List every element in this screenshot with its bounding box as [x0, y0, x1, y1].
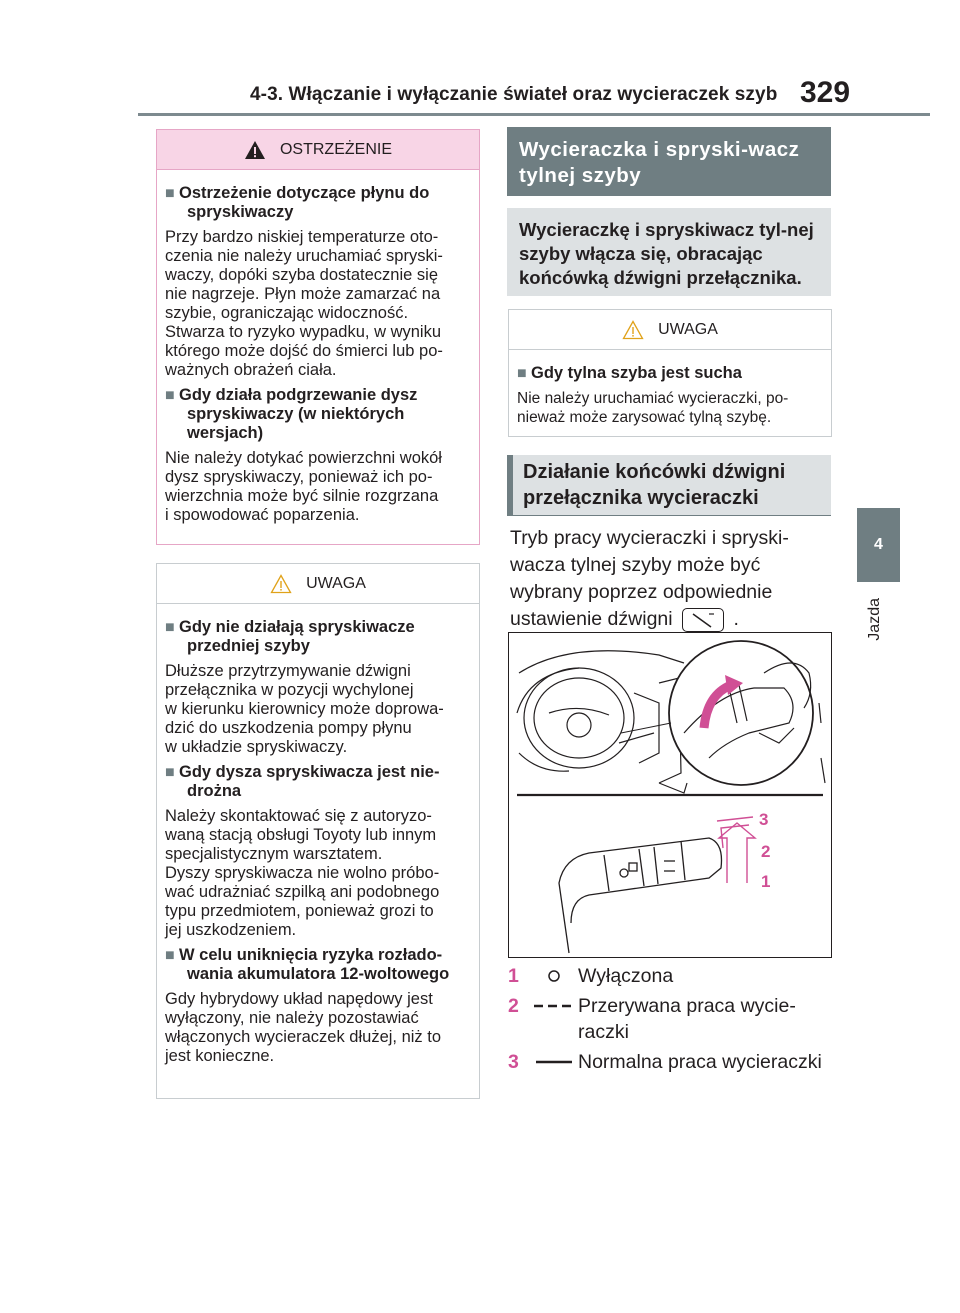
- illustration-label-1: 1: [761, 872, 771, 891]
- section-summary: Wycieraczkę i spryskiwacz tyl-nej szyby włącza się, obracając końcówką dźwigni przełącznika.: [507, 208, 831, 296]
- square-bullet-icon: ■: [165, 387, 175, 404]
- notice-heading-1: ■ Gdy nie działają spryskiwacze przedniej szyby: [165, 618, 415, 655]
- notice-title: UWAGA: [306, 574, 366, 592]
- notice-text-2: Należy skontaktować się z autoryzo- waną stacją obsługi Toyoty lub innym specjalistycznym warsztatem. Dyszy spryskiwacza nie wolno próbo- wać udrażniać szpilką ani podobnego typu przedmiotem, ponieważ grozi to jej uszkodzeniem.: [165, 807, 440, 939]
- warning-title: OSTRZEŻENIE: [279, 140, 392, 158]
- square-bullet-icon: ■: [165, 185, 175, 202]
- notice-right-title: UWAGA: [658, 320, 718, 338]
- dashed-line-icon: [530, 993, 578, 1019]
- illustration-label-2: 2: [761, 842, 771, 861]
- solid-line-icon: [530, 1049, 578, 1075]
- warning-heading-2: ■ Gdy działa podgrzewanie dysz spryskiwaczy (w niektórych wersjach): [165, 386, 418, 442]
- warning-text-1: Przy bardzo niskiej temperaturze oto- czenia nie należy uruchamiać spryski- waczy, dopóki szyba dostatecznie się nie nagrzeje. Płyn może zamarzać na szybie, ograniczając widoczność. Stwarza to ryzyko wypadku, w wyniku którego może dojść do śmierci lub po- ważnych obrażeń ciała.: [165, 228, 443, 379]
- notice-box-right: [508, 309, 832, 437]
- notice-heading-2: ■ Gdy dysza spryskiwacza jest nie-drożna: [165, 763, 440, 800]
- notice-heading-3: ■ W celu uniknięcia ryzyka rozłado-wania akumulatora 12-woltowego: [165, 946, 450, 983]
- circle-icon: [530, 963, 578, 989]
- chapter-tab[interactable]: 4: [857, 508, 900, 582]
- warning-triangle-icon: [244, 140, 266, 160]
- notice-right-text: Nie należy uruchamiać wycieraczki, po- nieważ może zarysować tylną szybę.: [517, 390, 789, 426]
- legend-item-1: 1 Wyłączona: [508, 965, 674, 987]
- square-bullet-icon: ■: [165, 947, 175, 964]
- illustration-label-3: 3: [759, 810, 769, 829]
- chapter-title: 4-3. Włączanie i wyłączanie świateł oraz wycieraczek szyb: [250, 84, 778, 105]
- square-bullet-icon: ■: [165, 619, 175, 636]
- notice-box-header: [157, 564, 479, 604]
- notice-right-heading: ■ Gdy tylna szyba jest sucha: [517, 364, 742, 382]
- page-number: 329: [800, 76, 851, 109]
- notice-text-1: Dłuższe przytrzymywanie dźwigni przełącznika w pozycji wychylonej w kierunku kierownicy może doprowa- dzić do uszkodzenia pompy płynu w układzie spryskiwaczy.: [165, 662, 444, 756]
- chapter-tab-label: Jazda: [866, 598, 883, 641]
- header-divider: [138, 113, 930, 116]
- subsection-divider: [507, 515, 831, 516]
- square-bullet-icon: ■: [165, 764, 175, 781]
- dashboard-lever-drawing: [509, 633, 831, 957]
- warning-box: [156, 129, 480, 545]
- section-title: Wycieraczka i spryski-wacz tylnej szyby: [507, 127, 831, 196]
- square-bullet-icon: ■: [517, 365, 527, 382]
- notice-box-left: [156, 563, 480, 1099]
- caution-triangle-icon: [270, 574, 292, 594]
- wiper-lever-icon: [682, 608, 724, 632]
- notice-box-right-header: [509, 310, 831, 350]
- notice-text-3: Gdy hybrydowy układ napędowy jest wyłączony, nie należy pozostawiać włączonych wycieraczek dłużej, niż to jest konieczne.: [165, 990, 442, 1065]
- warning-heading-1: ■ Ostrzeżenie dotyczące płynu do spryskiwaczy: [165, 184, 430, 221]
- wiper-lever-illustration: [508, 632, 832, 958]
- legend-item-2: 2 Przerywana praca wycie-raczki: [508, 995, 796, 1043]
- subsection-title: Działanie końcówki dźwigni przełącznika wycieraczki: [507, 455, 831, 515]
- warning-box-header: [157, 130, 479, 170]
- caution-triangle-icon: [622, 320, 644, 340]
- warning-text-2: Nie należy dotykać powierzchni wokół dysz spryskiwaczy, ponieważ ich po- wierzchnia może być silnie rozgrzana i spowodować poparzenia.: [165, 449, 442, 524]
- legend-item-3: 3 Normalna praca wycieraczki: [508, 1051, 822, 1073]
- body-paragraph: Tryb pracy wycieraczki i spryski-wacza tylnej szyby może być wybrany poprzez odpowiednie ustawienie dźwigni .: [510, 527, 789, 630]
